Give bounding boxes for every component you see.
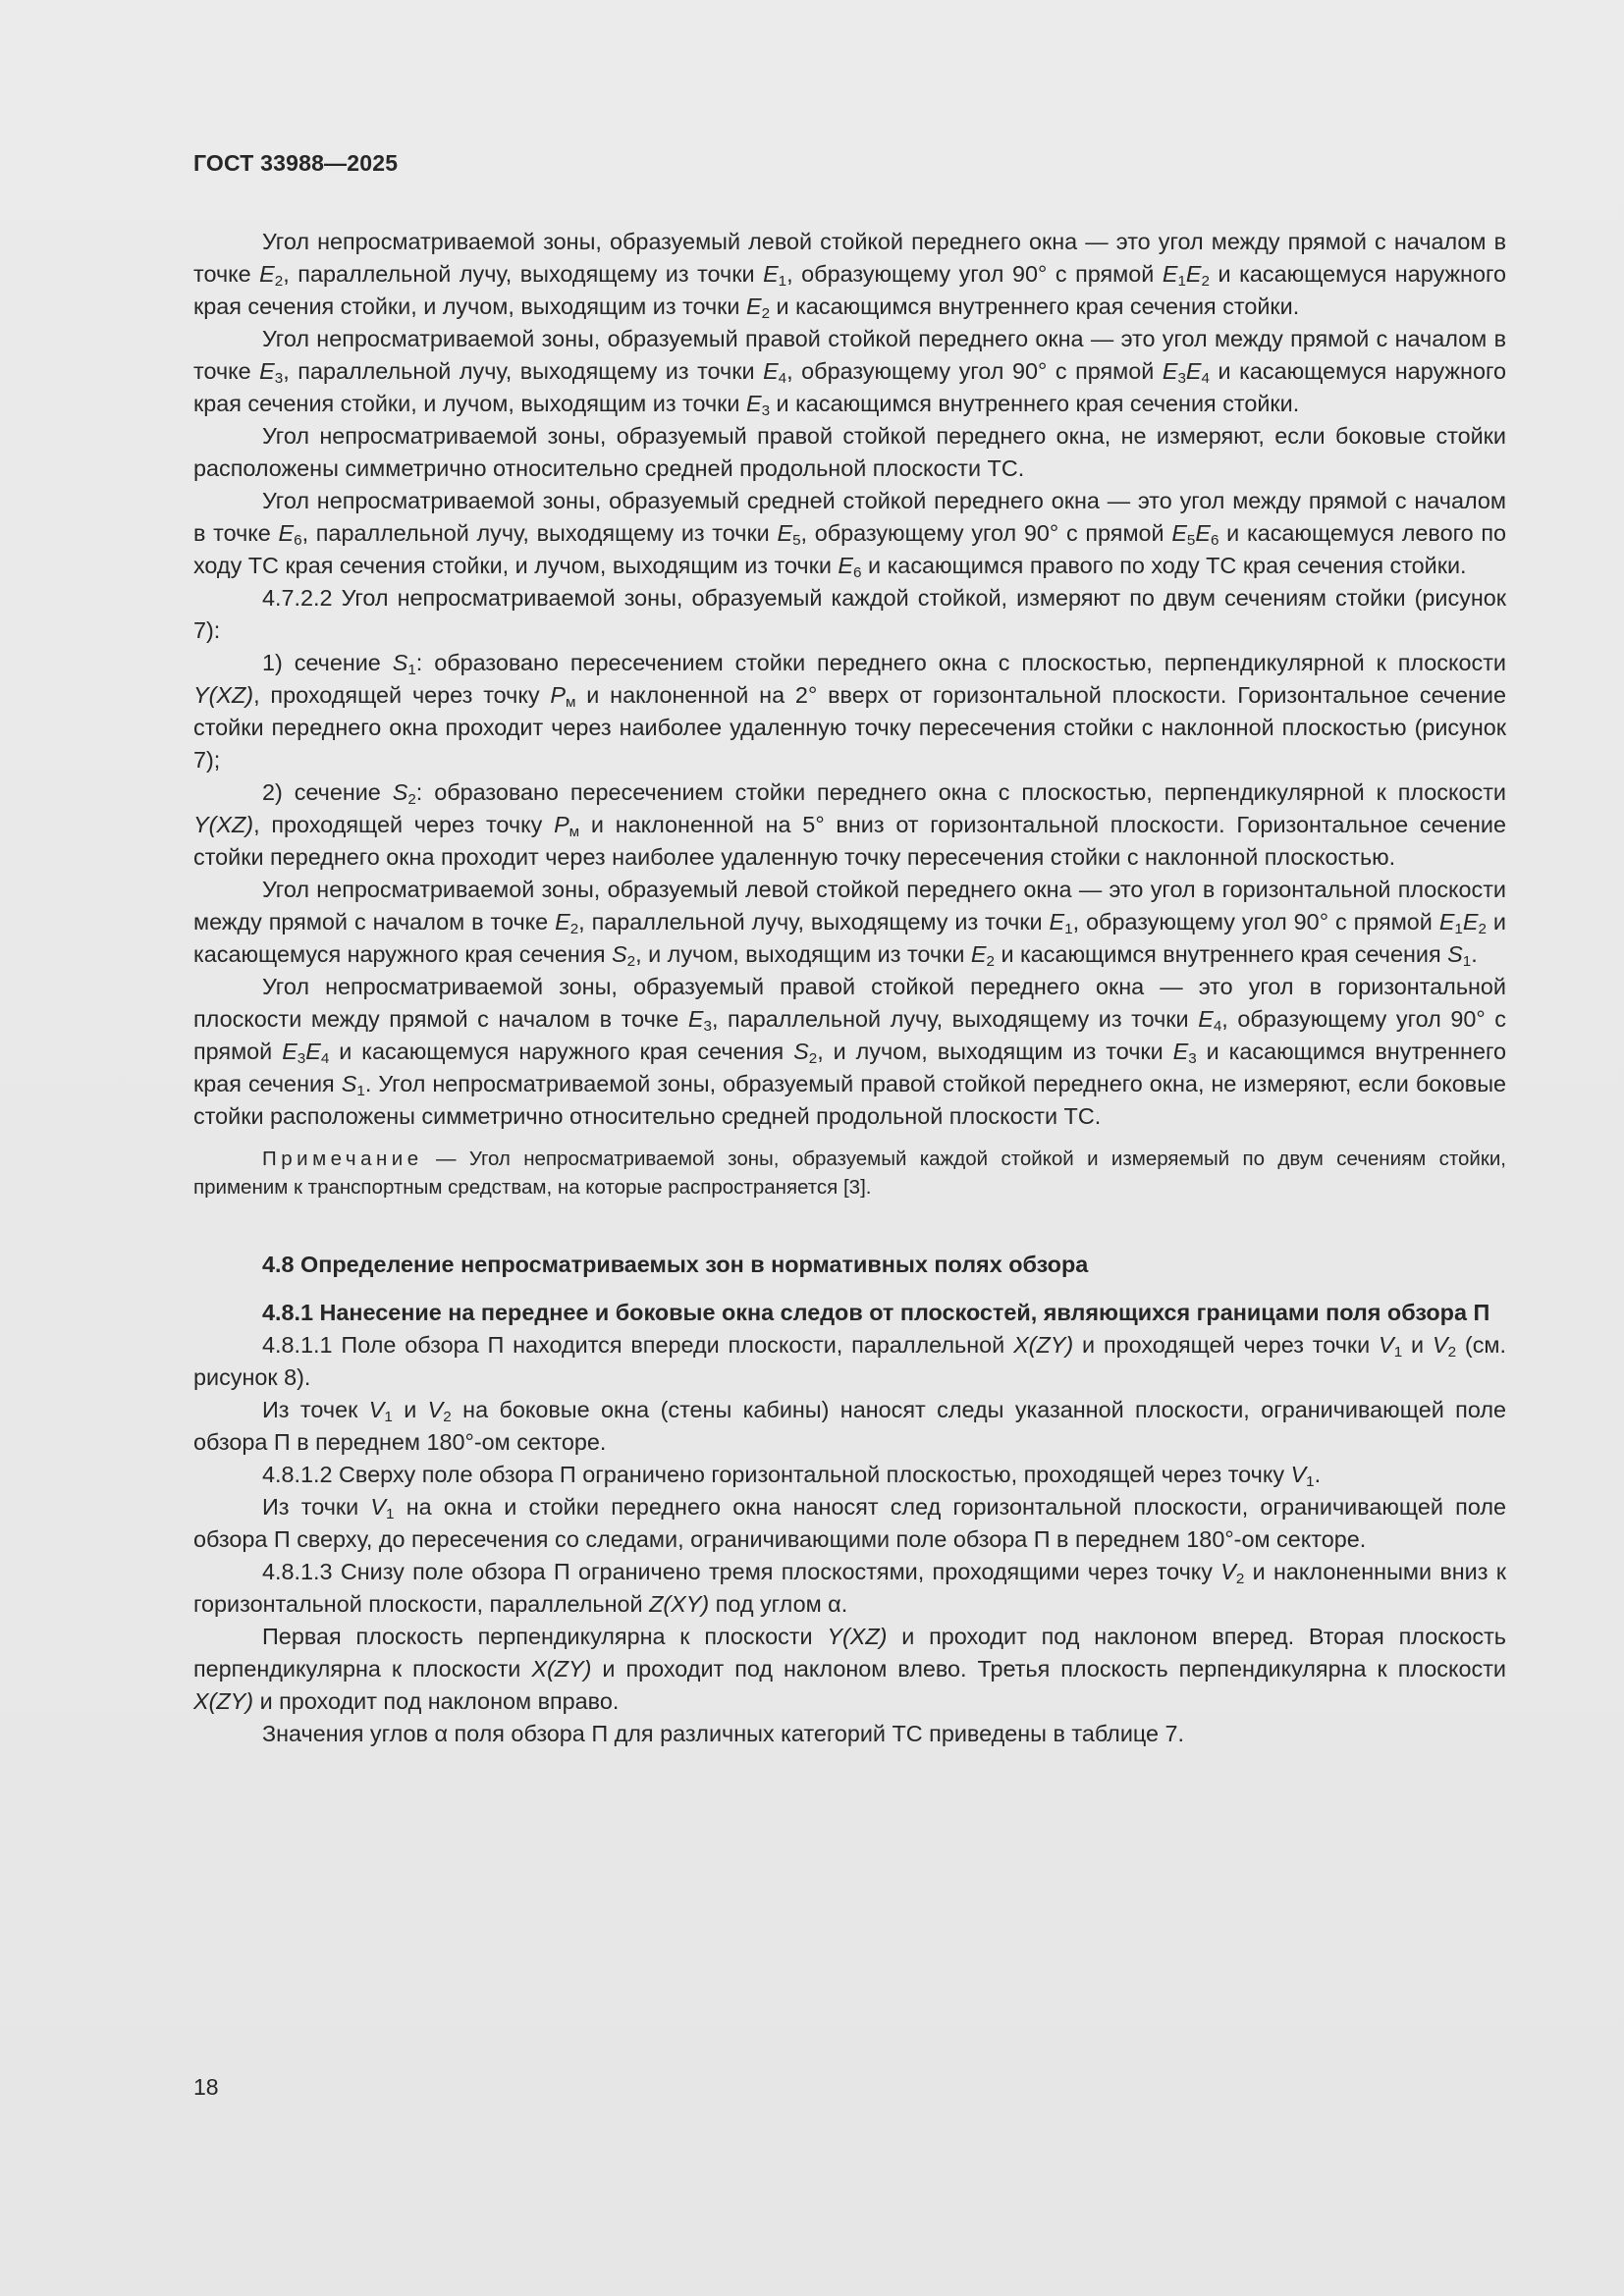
document-code-header: ГОСТ 33988—2025 — [193, 150, 399, 176]
note-label: Примечание — [262, 1148, 423, 1170]
document-body — [193, 226, 1506, 1750]
paragraph-4-8-1-3: 4.8.1.3 Снизу поле обзора П ограничено тремя плоскостями, проходящими через точку $V_2$ и наклоненными вниз к горизонтальной плоскости, параллельной Z(XY) под углом α. — [193, 1559, 1506, 1617]
paragraph-middle-pillar: Угол непросматриваемой зоны, образуемый средней стойкой переднего окна — это угол между прямой с началом в точке $E_6$, параллельной лучу, выходящему из точки $E_5$, образующему угол 90° с прямой $E_5E_6$ и касающемуся левого по ходу ТС края сечения стойки, и лучом, выходящим из точки $E_6$ и касающимся правого по ходу ТС края сечения стойки. — [193, 488, 1507, 581]
paragraph-three-planes: Первая плоскость перпендикулярна к плоскости Y(XZ) и проходит под наклоном вперед. Вторая плоскость перпендикулярна к плоскости X(ZY) и проходит под наклоном влево. Третья плоскость перпендикулярна к плоскости X(ZY) и проходит под наклоном вправо. — [193, 1624, 1506, 1714]
paragraph-left-pillar: Угол непросматриваемой зоны, образуемый левой стойкой переднего окна — это угол между прямой с началом в точке $E_2$, параллельной лучу, выходящему из точки $E_1$, образующему угол 90° с прямой $E_1E_2$ и касающемуся наружного края сечения стойки, и лучом, выходящим из точки $E_2$ и касающимся внутреннего края сечения стойки. — [193, 229, 1506, 322]
page-number: 18 — [193, 2074, 219, 2100]
paragraph-point-v1: Из точки $V_1$ на окна и стойки переднего окна наносят след горизонтальной плоскости, ограничивающей поле обзора П сверху, до пересечения со следами, ограничивающими поле обзора П в переднем 180°-ом секторе. — [193, 1494, 1506, 1552]
list-item-section-s2: 2) сечение $S_2$: образовано пересечением стойки переднего окна с плоскостью, перпендикулярной к плоскости Y(XZ), проходящей через точку $P_м$ и наклоненной на 5° вниз от горизонтальной плоскости. Горизонтальное сечение стойки переднего окна проходит через наиболее удаленную точку пересечения стойки с наклонной плоскостью. — [193, 779, 1506, 870]
paragraph-4-8-1-1: 4.8.1.1 Поле обзора П находится впереди плоскости, параллельной X(ZY) и проходящей через точки $V_1$ и $V_2$ (см. рисунок 8). — [193, 1332, 1506, 1390]
paragraph-table-7-reference: Значения углов α поля обзора П для различных категорий ТС приведены в таблице 7. — [262, 1721, 1185, 1746]
note-text: — Угол непросматриваемой зоны, образуемый каждой стойкой и измеряемый по двум сечениям стойки, применим к транспортным средствам, на которые распространяется [3]. — [193, 1148, 1506, 1199]
paragraph-right-pillar-sections: Угол непросматриваемой зоны, образуемый правой стойкой переднего окна — это угол в горизонтальной плоскости между прямой с началом в точке $E_3$, параллельной лучу, выходящему из точки $E_4$, образующему угол 90° с прямой $E_3E_4$ и касающемуся наружного края сечения $S_2$, и лучом, выходящим из точки $E_3$ и касающимся внутреннего края сечения $S_1$. Угол непросматриваемой зоны, образуемый правой стойкой переднего окна, не измеряют, если боковые стойки расположены симметрично относительно средней продольной плоскости ТС. — [193, 974, 1507, 1129]
list-item-section-s1: 1) сечение $S_1$: образовано пересечением стойки переднего окна с плоскостью, перпендикулярной к плоскости Y(XZ), проходящей через точку $P_м$ и наклоненной на 2° вверх от горизонтальной плоскости. Горизонтальное сечение стойки переднего окна проходит через наиболее удаленную точку пересечения стойки с наклонной плоскостью (рисунок 7); — [193, 650, 1506, 773]
paragraph-points-v1-v2: Из точек $V_1$ и $V_2$ на боковые окна (стены кабины) наносят следы указанной плоскости, ограничивающей поле обзора П в переднем 180°-ом секторе. — [193, 1397, 1506, 1455]
section-4-8-heading: 4.8 Определение непросматриваемых зон в нормативных полях обзора — [262, 1252, 1089, 1277]
paragraph-symmetric-note: Угол непросматриваемой зоны, образуемый правой стойкой переднего окна, не измеряют, если боковые стойки расположены симметрично относительно средней продольной плоскости ТС. — [193, 423, 1506, 481]
paragraph-4-8-1-2: 4.8.1.2 Сверху поле обзора П ограничено горизонтальной плоскостью, проходящей через точку $V_1$. — [262, 1462, 1322, 1490]
paragraph-right-pillar: Угол непросматриваемой зоны, образуемый правой стойкой переднего окна — это угол между прямой с началом в точке $E_3$, параллельной лучу, выходящему из точки $E_4$, образующему угол 90° с прямой $E_3E_4$ и касающемуся наружного края сечения стойки, и лучом, выходящим из точки $E_3$ и касающимся внутреннего края сечения стойки. — [193, 326, 1506, 419]
paragraph-4-7-2-2: 4.7.2.2 Угол непросматриваемой зоны, образуемый каждой стойкой, измеряют по двум сечениям стойки (рисунок 7): — [193, 585, 1506, 643]
note-paragraph — [193, 1145, 1506, 1201]
subsection-4-8-1-heading: 4.8.1 Нанесение на переднее и боковые окна следов от плоскостей, являющихся границами поля обзора П — [262, 1300, 1490, 1325]
paragraph-left-pillar-sections: Угол непросматриваемой зоны, образуемый левой стойкой переднего окна — это угол в горизонтальной плоскости между прямой с началом в точке $E_2$, параллельной лучу, выходящему из точки $E_1$, образующему угол 90° с прямой $E_1E_2$ и касающемуся наружного края сечения $S_2$, и лучом, выходящим из точки $E_2$ и касающимся внутреннего края сечения $S_1$. — [193, 877, 1506, 970]
